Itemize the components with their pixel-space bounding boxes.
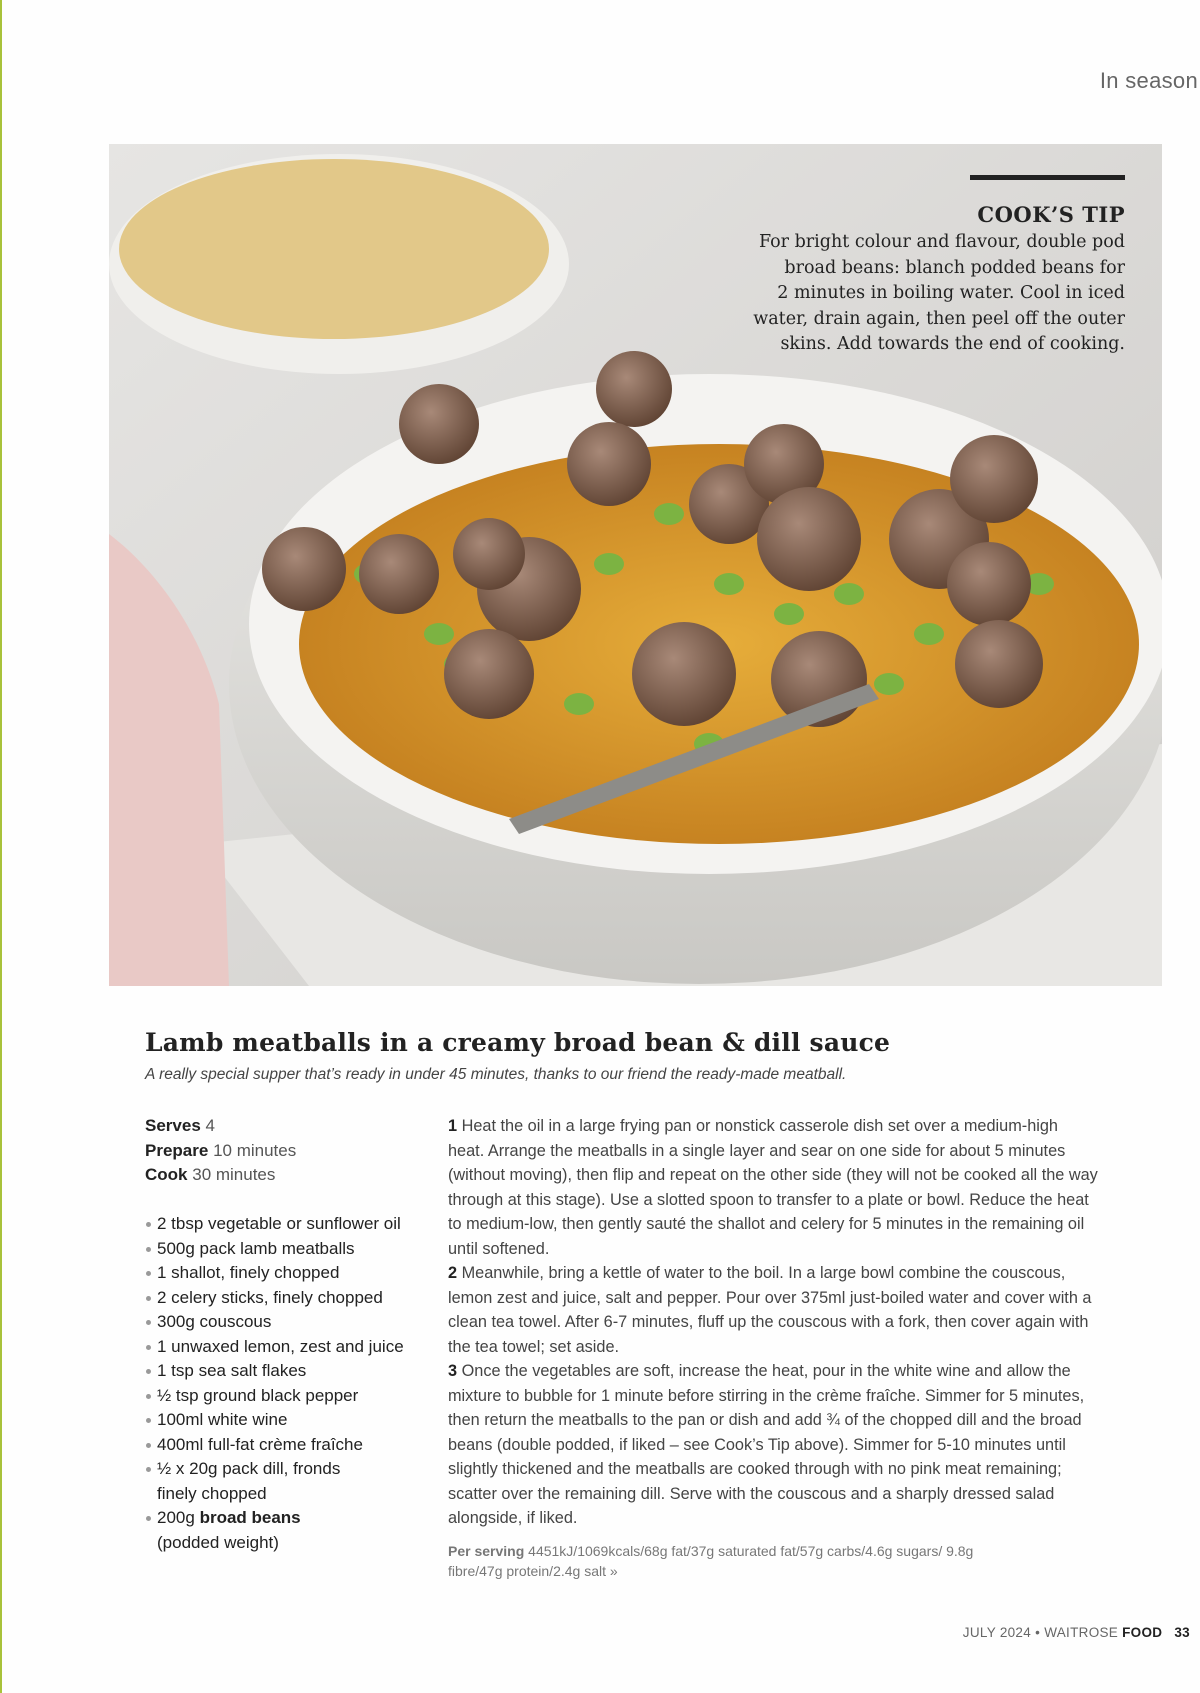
method-step xyxy=(448,1261,1098,1359)
ingredients-list xyxy=(145,1212,435,1555)
broad-bean xyxy=(654,503,684,525)
method-step xyxy=(448,1114,1098,1261)
issue-date: JULY 2024 xyxy=(962,1625,1032,1640)
cook-value: 30 minutes xyxy=(192,1165,276,1184)
method xyxy=(448,1114,1098,1531)
serves-label: Serves xyxy=(145,1116,201,1135)
step-number: 1 xyxy=(448,1117,458,1135)
ingredient-note: (podded weight) xyxy=(157,1532,279,1552)
section-label: In season xyxy=(1099,68,1198,93)
step-text: Heat the oil in a large frying pan or nonstick casserole dish set over a medium-high heat. Arrange the meatballs in a single layer and sear on one side for about 5 minutes (without moving), then flip and repeat on the other side (they will not be cooked all the way through at this stage). Use a slotted spoon to transfer to a plate or bowl. Reduce the heat to medium-low, then gently sauté the shallot and celery for 5 minutes in the remaining oil until softened. xyxy=(448,1117,1098,1258)
couscous xyxy=(119,159,549,339)
ingredient: 500g pack lamb meatballs xyxy=(145,1237,435,1262)
page-footer xyxy=(963,1625,1190,1640)
cooks-tip-body xyxy=(655,230,1125,358)
method-step xyxy=(448,1359,1098,1531)
nutrition-info xyxy=(448,1541,1008,1581)
step-text: Meanwhile, bring a kettle of water to the boil. In a large bowl combine the couscous, lemon zest and juice, salt and pepper. Pour over 375ml just-boiled water and cover with a clean tea towel. After 6-7 minutes, fluff up the couscous with a fork, then cover again with the tea towel; set aside. xyxy=(448,1264,1092,1356)
serves-row xyxy=(145,1114,296,1139)
cook-row xyxy=(145,1163,296,1188)
recipe-meta xyxy=(145,1114,296,1188)
ingredient: 2 tbsp vegetable or sunflower oil xyxy=(145,1212,435,1237)
prepare-row xyxy=(145,1139,296,1164)
meatball xyxy=(632,622,736,726)
step-text: Once the vegetables are soft, increase the heat, pour in the white wine and allow the mixture to bubble for 1 minute before stirring in the crème fraîche. Simmer for 5 minutes, then return the meatballs to the pan or dish and add ¾ of the chopped dill and the broad beans (double podded, if liked – see Cook’s Tip above). Simmer for 5-10 minutes until slightly thickened and the meatballs are cooked through with no pink meat remaining; scatter over the remaining dill. Serve with the couscous and a sharply dressed salad alongside, if liked. xyxy=(448,1362,1085,1527)
magazine-name-bold: FOOD xyxy=(1122,1625,1163,1640)
recipe-subtitle: A really special supper that’s ready in under 45 minutes, thanks to our friend the ready-made meatball. xyxy=(145,1066,847,1083)
cooks-tip-rule xyxy=(970,175,1125,180)
nutrition-label: Per serving xyxy=(448,1543,525,1559)
cooks-tip-line: 2 minutes in boiling water. Cool in iced xyxy=(777,283,1125,304)
meatball xyxy=(399,384,479,464)
ingredient: 1 shallot, finely chopped xyxy=(145,1261,435,1286)
cooks-tip-line: water, drain again, then peel off the outer xyxy=(753,308,1125,329)
prepare-label: Prepare xyxy=(145,1140,209,1160)
ingredient: 100ml white wine xyxy=(145,1408,435,1433)
page-number: 33 xyxy=(1174,1625,1190,1640)
cooks-tip-line: skins. Add towards the end of cooking. xyxy=(780,334,1125,355)
ingredient: 2 celery sticks, finely chopped xyxy=(145,1286,435,1311)
nutrition-values: 4451kJ/1069kcals/68g fat/37g saturated fat/57g carbs/4.6g sugars/ 9.8g fibre/47g protein/2.4g salt » xyxy=(448,1543,974,1579)
ingredient: 300g couscous xyxy=(145,1310,435,1335)
meatball xyxy=(955,620,1043,708)
broad-bean xyxy=(774,603,804,625)
cooks-tip-line: For bright colour and flavour, double pod xyxy=(758,232,1125,252)
recipe-title: Lamb meatballs in a creamy broad bean & dill sauce xyxy=(145,1028,891,1057)
meatball xyxy=(567,422,651,506)
ingredient: ½ x 20g pack dill, fronds finely chopped xyxy=(145,1457,357,1506)
ingredient: ½ tsp ground black pepper xyxy=(145,1384,435,1409)
meatball xyxy=(359,534,439,614)
ingredient-name: broad beans xyxy=(199,1508,301,1527)
broad-bean xyxy=(874,673,904,695)
meatball xyxy=(950,435,1038,523)
ingredient xyxy=(145,1506,435,1555)
step-number: 2 xyxy=(448,1264,458,1282)
ingredient: 400ml full-fat crème fraîche xyxy=(145,1433,435,1458)
meatball xyxy=(596,351,672,427)
cook-label: Cook xyxy=(145,1165,188,1184)
cooks-tip-line: broad beans: blanch podded beans for xyxy=(784,257,1125,278)
ingredient: 1 tsp sea salt flakes xyxy=(145,1359,435,1384)
broad-bean xyxy=(594,553,624,575)
broad-bean xyxy=(834,583,864,605)
broad-bean xyxy=(914,623,944,645)
broad-bean xyxy=(714,573,744,595)
broad-bean xyxy=(564,693,594,715)
magazine-name: WAITROSE xyxy=(1044,1625,1119,1640)
serves-value: 4 xyxy=(205,1116,215,1135)
meatball xyxy=(757,487,861,591)
ingredient: 1 unwaxed lemon, zest and juice xyxy=(145,1335,435,1360)
meatball xyxy=(444,629,534,719)
footer-separator: • xyxy=(1035,1625,1041,1640)
meatball xyxy=(947,542,1031,626)
page-edge-stripe xyxy=(0,0,2,1693)
broad-bean xyxy=(424,623,454,645)
prepare-value: 10 minutes xyxy=(213,1140,297,1160)
meatball xyxy=(453,518,525,590)
ingredient-qty: 200g xyxy=(157,1508,195,1527)
cooks-tip-heading: COOK’S TIP xyxy=(977,202,1125,227)
meatball xyxy=(262,527,346,611)
step-number: 3 xyxy=(448,1362,458,1380)
